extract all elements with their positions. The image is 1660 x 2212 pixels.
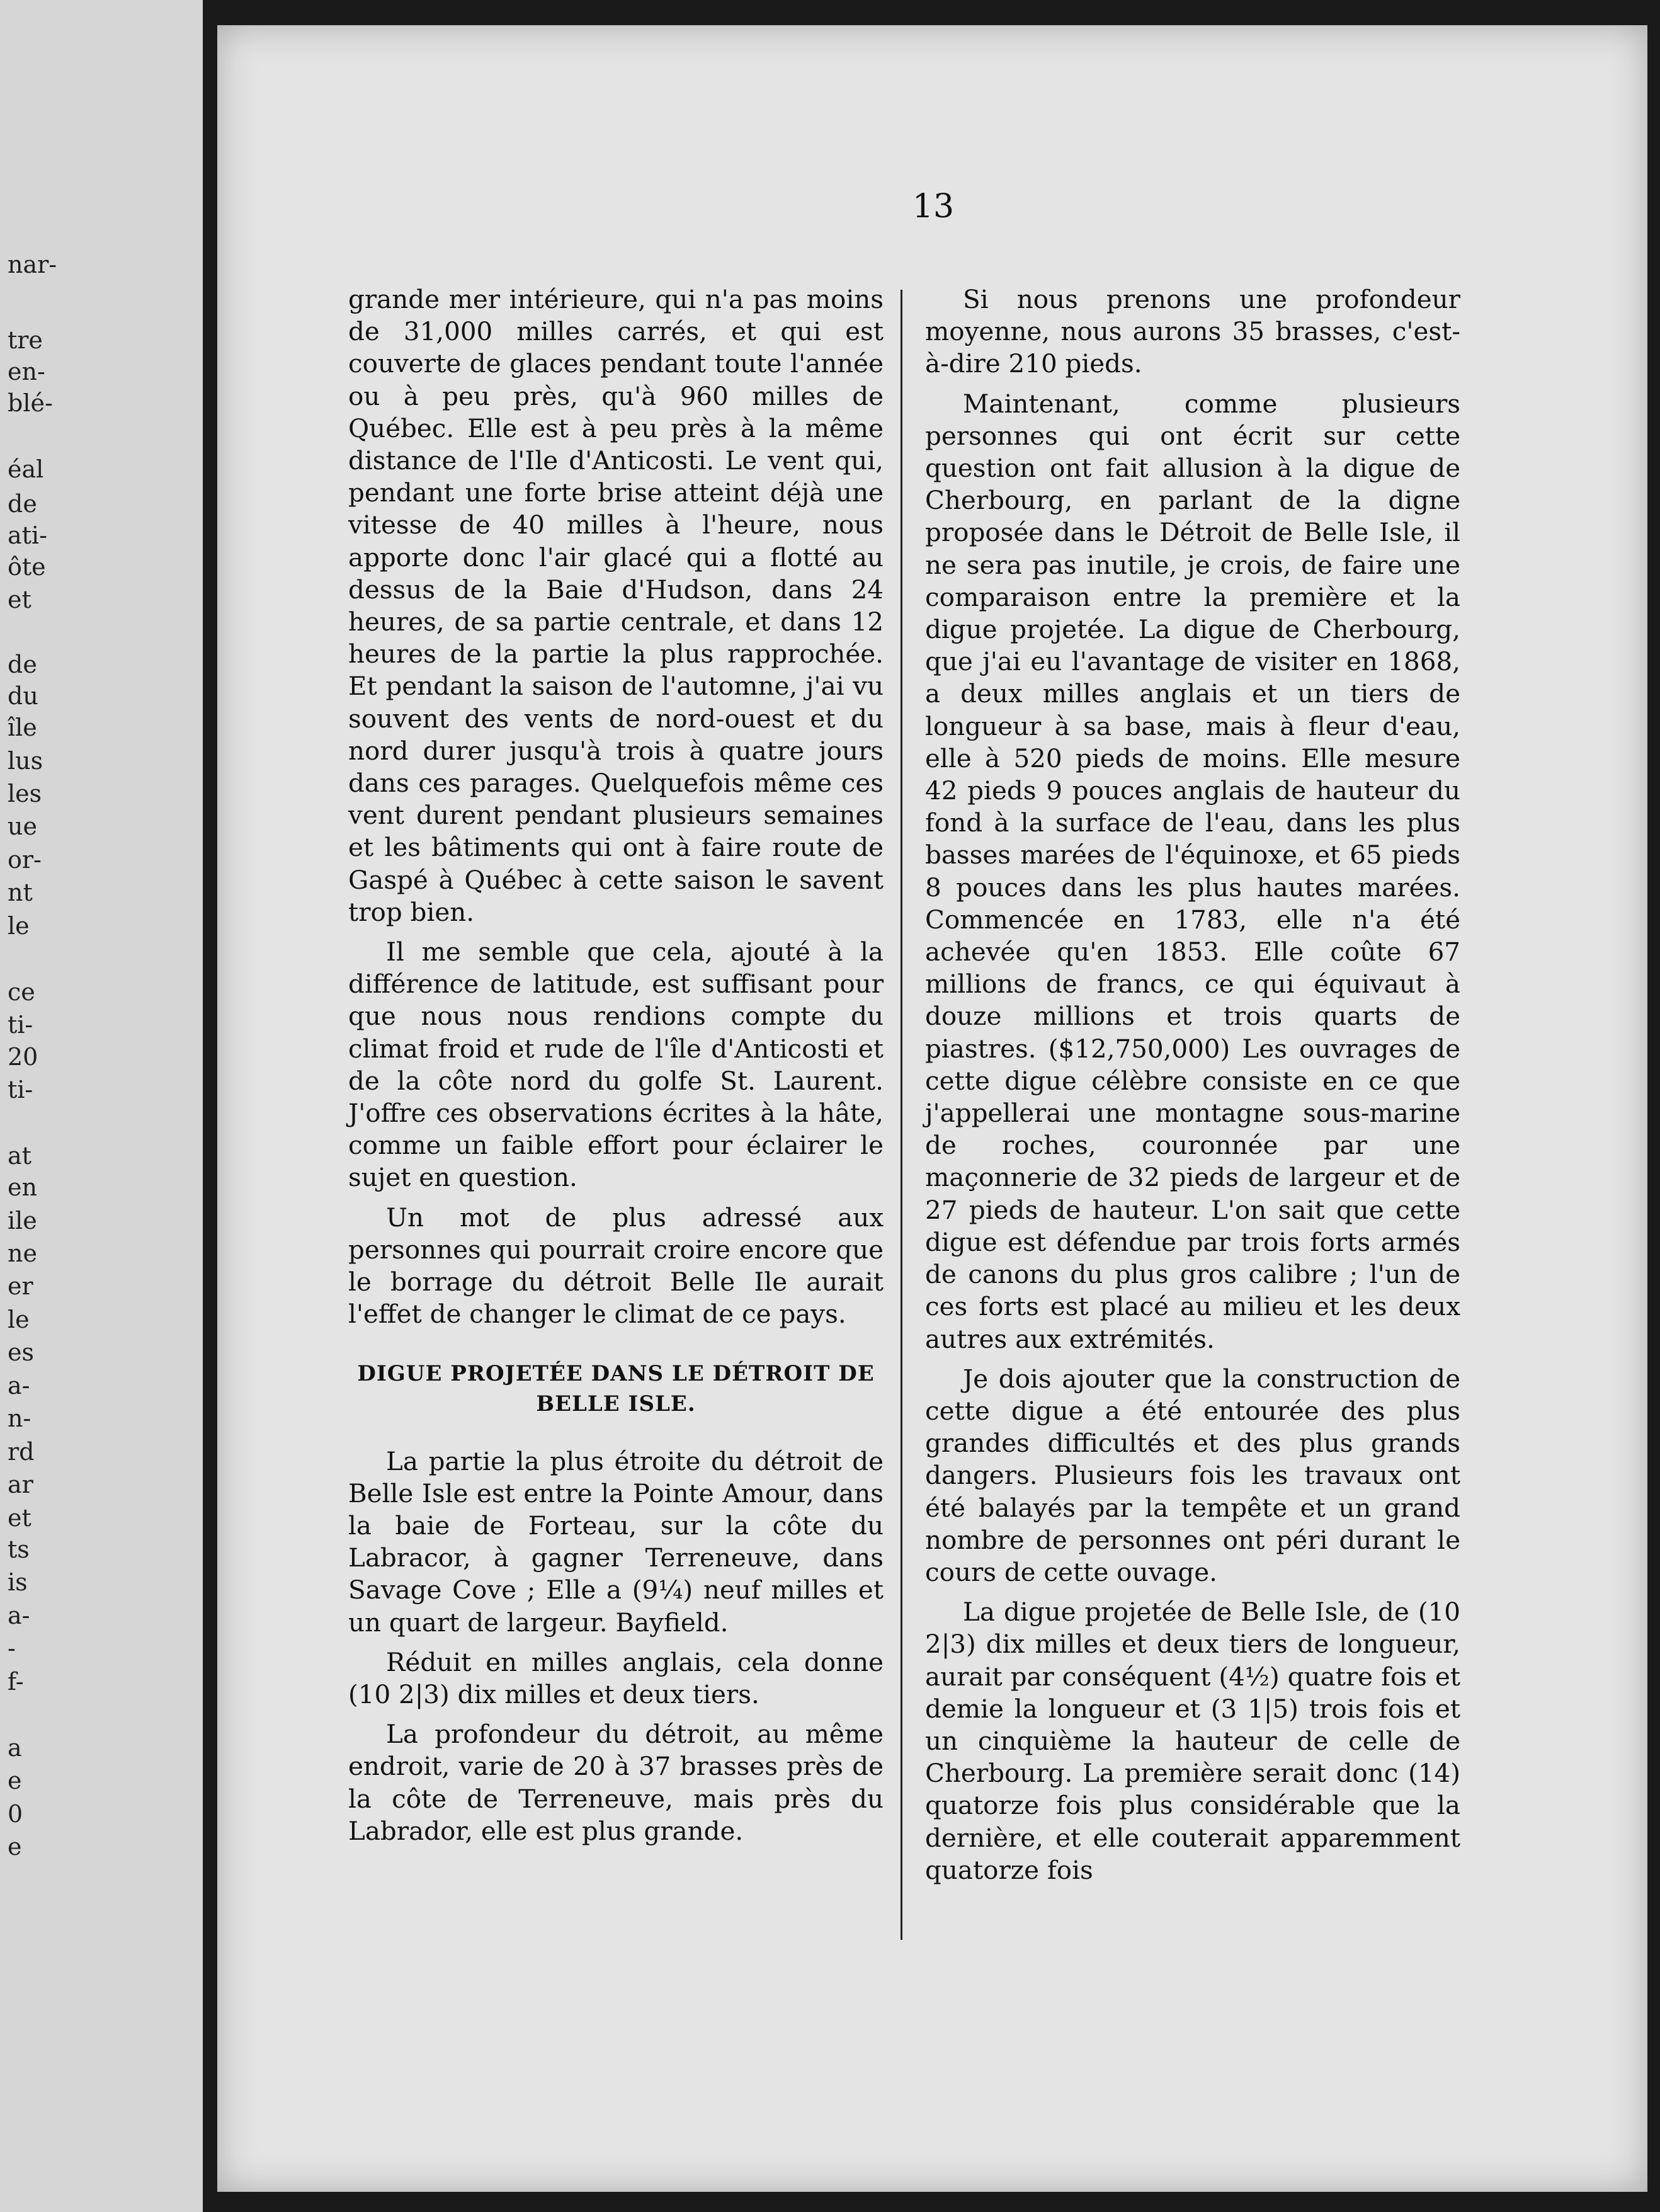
previous-page-text-fragment: île (8, 714, 37, 741)
previous-page-text-fragment: et (8, 1504, 31, 1532)
previous-page-text-fragment: nt (8, 879, 33, 906)
right-column (925, 283, 1460, 1894)
paragraph: grande mer intérieure, qui n'a pas moins de 31,000 milles carrés, et qui est couverte de glaces pendant toute l'année ou à peu près, qu'à 960 milles de Québec. Elle est à peu près à la même distance de l'Ile d'Anticosti. Le vent qui, pendant une forte brise atteint déjà une vitesse de 40 milles à l'heure, nous apporte donc l'air glacé qui a flotté au dessus de la Baie d'Hudson, dans 24 heures, de sa partie centrale, et dans 12 heures de la partie la plus rapprochée. Et pendant la saison de l'automne, j'ai vu souvent des vents de nord-ouest et du nord durer jusqu'à trois à quatre jours dans ces parages. Quelquefois même ces vent durent pendant plusieurs semaines et les bâtiments qui ont à faire route de Gaspé à Québec à cette saison le savent trop bien. (348, 284, 884, 927)
previous-page-text-fragment: a- (8, 1602, 30, 1629)
previous-page-text-fragment: e (8, 1767, 22, 1794)
previous-page-text-fragment: ati- (8, 522, 47, 549)
previous-page-text-fragment: is (8, 1568, 28, 1596)
paragraph: La digue projetée de Belle Isle, de (10 2|3) dix milles et deux tiers de longueur, aurait par conséquent (4½) quatre fois et demie la longueur et (3 1|5) trois fois et un cinquième la hauteur de celle de Cherbourg. La première serait donc (14) quatorze fois plus considérable que la dernière, et elle couterait apparemment quatorze fois (925, 1597, 1460, 1885)
paragraph: Si nous prenons une profondeur moyenne, nous aurons 35 brasses, c'est-à-dire 210 pieds. (925, 284, 1460, 379)
page-number: 13 (912, 188, 955, 225)
previous-page-text-fragment: er (8, 1272, 33, 1300)
previous-page-text-fragment: ce (8, 978, 35, 1006)
paragraph: La partie la plus étroite du détroit de Belle Isle est entre la Pointe Amour, dans la baie de Forteau, sur la côte du Labracor, à gagner Terreneuve, dans Savage Cove ; Elle a (9¼) neuf milles et un quart de largeur. Bayfield. (348, 1445, 884, 1638)
previous-page-text-fragment: nar- (8, 251, 57, 278)
previous-page-text-fragment: les (8, 780, 42, 807)
previous-page-text-fragment: ne (8, 1240, 37, 1267)
previous-page-text-fragment: de (8, 490, 37, 518)
previous-page-text-fragment: le (8, 1306, 30, 1333)
previous-page-text-fragment: a (8, 1734, 22, 1762)
left-column (348, 283, 884, 1855)
previous-page-text-fragment: ar (8, 1471, 33, 1498)
previous-page-text-fragment: éal (8, 455, 44, 483)
previous-page-text-fragment: le (8, 912, 30, 940)
paragraph: Je dois ajouter que la construction de cette digue a été entourée des plus grandes difficultés et des plus grands dangers. Plusieurs fois les travaux ont été balayés par la tempête et un grand nombre de personnes ont péri durant le cours de cette ouvage. (925, 1363, 1460, 1587)
previous-page-text-fragment: ile (8, 1207, 37, 1234)
previous-page-text-fragment: du (8, 682, 38, 710)
previous-page-text-fragment: en (8, 1173, 37, 1201)
previous-page-text-fragment: e (8, 1833, 22, 1861)
previous-page-text-fragment: ue (8, 812, 37, 840)
previous-page-text-fragment: - (8, 1634, 16, 1662)
paragraph: Réduit en milles anglais, cela donne (10 2|3) dix milles et deux tiers. (348, 1646, 884, 1709)
previous-page-text-fragment: blé- (8, 389, 53, 417)
previous-page-text-fragment: ôte (8, 553, 46, 581)
previous-page-text-fragment: ts (8, 1536, 30, 1563)
paragraph: Un mot de plus adressé aux personnes qui pourrait croire encore que le borrage du détroit Belle Ile aurait l'effet de changer le climat de ce pays. (348, 1202, 884, 1330)
previous-page-text-fragment: ti- (8, 1076, 33, 1103)
paragraph: Maintenant, comme plusieurs personnes qui ont écrit sur cette question ont fait allusion à la digue de Cherbourg, en parlant de la digne proposée dans le Détroit de Belle Isle, il ne sera pas inutile, je crois, de faire une comparaison entre la première et la digue projetée. La digue de Cherbourg, que j'ai eu l'avantage de visiter en 1868, a deux milles anglais et un tiers de longueur à sa base, mais à fleur d'eau, elle à 520 pieds de moins. Elle mesure 42 pieds 9 pouces anglais de hauteur du fond à la surface de l'eau, dans les plus basses marées de l'équinoxe, et 65 pieds 8 pouces dans les plus hautes marées. Commencée en 1783, elle n'a été achevée qu'en 1853. Elle coûte 67 millions de francs, ce qui équivaut à douze millions et trois quarts de piastres. ($12,750,000) Les ouvrages de cette digue célèbre consiste en ce que j'appellerai une montagne sous-marine de roches, couronnée par une maçonnerie de 32 pieds de largeur et de 27 pieds de hauteur. L'on sait que cette digue est défendue par trois forts armés de canons du plus gros calibre ; l'un de ces forts est placé au milieu et les deux autres aux extrémités. (925, 388, 1460, 1354)
previous-page-text-fragment: ti- (8, 1011, 33, 1039)
previous-page-text-fragment: a- (8, 1372, 30, 1400)
previous-page-text-fragment: rd (8, 1438, 35, 1466)
previous-page-text-fragment: 0 (8, 1800, 23, 1828)
previous-page-text-fragment: n- (8, 1405, 31, 1432)
page (217, 25, 1647, 2192)
previous-page-text-fragment: 20 (8, 1043, 38, 1071)
previous-page-text-fragment: tre (8, 326, 43, 354)
previous-page-text-fragment: es (8, 1338, 34, 1366)
previous-page-text-fragment: at (8, 1142, 31, 1170)
previous-page-text-fragment: lus (8, 747, 43, 775)
paragraph: La profondeur du détroit, au même endroit, varie de 20 à 37 brasses près de la côte de Terreneuve, mais près du Labrador, elle est plus grande. (348, 1719, 884, 1846)
paragraph: Il me semble que cela, ajouté à la différence de latitude, est suffisant pour que nous nous rendions compte du climat froid et rude de l'île d'Anticosti et de la côte nord du golfe St. Laurent. J'offre ces observations écrites à la hâte, comme un faible effort pour éclairer le sujet en question. (348, 937, 884, 1193)
previous-page-text-fragment: f- (8, 1668, 24, 1696)
column-divider (901, 290, 902, 1940)
previous-page-text-fragment: en- (8, 358, 45, 385)
previous-page-edge (0, 0, 203, 2212)
previous-page-text-fragment: de (8, 651, 37, 678)
section-heading (348, 1359, 884, 1419)
previous-page-text-fragment: or- (8, 846, 42, 874)
section-heading-line: DIGUE PROJETÉE DANS LE DÉTROIT DE (357, 1360, 875, 1386)
section-heading-line: BELLE ISLE. (536, 1391, 696, 1417)
previous-page-text-fragment: et (8, 586, 31, 613)
